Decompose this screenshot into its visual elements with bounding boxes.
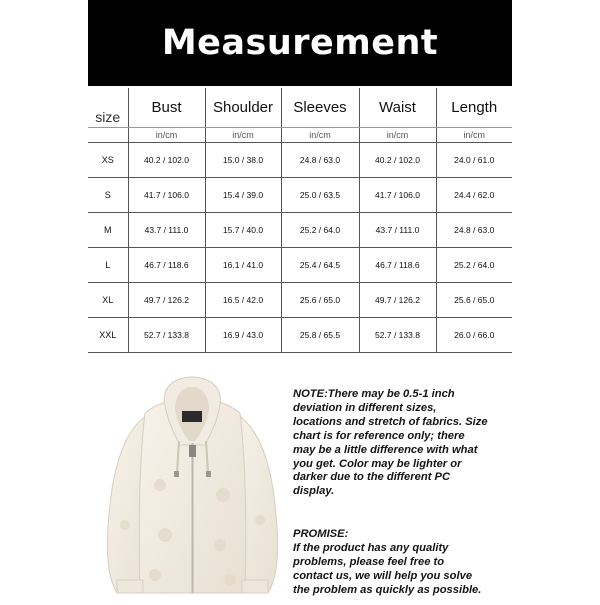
shoulder-cell: 15.0 / 38.0 [205, 143, 281, 178]
waist-cell: 49.7 / 126.2 [359, 283, 436, 318]
size-note [293, 388, 505, 499]
unit-label: in/cm [436, 128, 512, 143]
bust-cell: 40.2 / 102.0 [128, 143, 205, 178]
table-row [88, 248, 512, 283]
size-cell: XS [88, 143, 128, 178]
unit-label: in/cm [205, 128, 281, 143]
shoulder-cell: 15.7 / 40.0 [205, 213, 281, 248]
table-row [88, 318, 512, 353]
shoulder-cell: 16.1 / 41.0 [205, 248, 281, 283]
note-line: locations and stretch of fabrics. Size [293, 415, 488, 428]
table-row [88, 283, 512, 318]
sleeves-cell: 25.8 / 65.5 [281, 318, 359, 353]
unit-label: in/cm [359, 128, 436, 143]
size-cell: XL [88, 283, 128, 318]
units-row [88, 128, 512, 143]
page-title: Measurement [161, 23, 439, 63]
size-chart-table [88, 88, 512, 353]
length-cell: 26.0 / 66.0 [436, 318, 512, 353]
waist-cell: 46.7 / 118.6 [359, 248, 436, 283]
note-line: may be a little difference with what [293, 443, 478, 456]
bust-cell: 46.7 / 118.6 [128, 248, 205, 283]
note-line: you get. Color may be lighter or [293, 457, 462, 470]
waist-cell: 52.7 / 133.8 [359, 318, 436, 353]
length-cell: 25.2 / 64.0 [436, 248, 512, 283]
waist-cell: 41.7 / 106.0 [359, 178, 436, 213]
corner-label: size [88, 88, 128, 128]
note-line: display. [293, 485, 335, 498]
table-row [88, 143, 512, 178]
bust-cell: 43.7 / 111.0 [128, 213, 205, 248]
sleeves-cell: 25.0 / 63.5 [281, 178, 359, 213]
note-line: darker due to the different PC [293, 471, 451, 484]
note-line: chart is for reference only; there [293, 429, 465, 442]
bust-cell: 41.7 / 106.0 [128, 178, 205, 213]
waist-cell: 40.2 / 102.0 [359, 143, 436, 178]
promise-note [293, 528, 505, 598]
waist-cell: 43.7 / 111.0 [359, 213, 436, 248]
note-line: NOTE:There may be 0.5-1 inch [293, 388, 455, 400]
table-row [88, 213, 512, 248]
promise-line: the problem as quickly as possible. [293, 583, 482, 596]
promise-line: If the product has any quality [293, 541, 449, 554]
length-cell: 24.4 / 62.0 [436, 178, 512, 213]
shoulder-cell: 16.9 / 43.0 [205, 318, 281, 353]
length-cell: 24.8 / 63.0 [436, 213, 512, 248]
table-header-row [88, 88, 512, 128]
length-cell: 25.6 / 65.0 [436, 283, 512, 318]
product-photo [95, 375, 290, 600]
bust-cell: 52.7 / 133.8 [128, 318, 205, 353]
size-cell: XXL [88, 318, 128, 353]
promise-line: contact us, we will help you solve [293, 569, 473, 582]
promise-line: problems, please feel free to [293, 555, 445, 568]
units-blank-cell [88, 128, 128, 143]
bust-cell: 49.7 / 126.2 [128, 283, 205, 318]
size-cell: L [88, 248, 128, 283]
column-header-bust: Bust [128, 88, 205, 128]
sleeves-cell: 25.2 / 64.0 [281, 213, 359, 248]
table-row [88, 178, 512, 213]
shoulder-cell: 15.4 / 39.0 [205, 178, 281, 213]
unit-label: in/cm [281, 128, 359, 143]
length-cell: 24.0 / 61.0 [436, 143, 512, 178]
sleeves-cell: 25.4 / 64.5 [281, 248, 359, 283]
size-cell: S [88, 178, 128, 213]
sleeves-cell: 25.6 / 65.0 [281, 283, 359, 318]
promise-line: PROMISE: [293, 528, 349, 540]
column-header-sleeves: Sleeves [281, 88, 359, 128]
unit-label: in/cm [128, 128, 205, 143]
size-cell: M [88, 213, 128, 248]
fleece-jacket-icon [95, 375, 290, 600]
column-header-shoulder: Shoulder [205, 88, 281, 128]
column-header-waist: Waist [359, 88, 436, 128]
column-header-length: Length [436, 88, 512, 128]
note-line: deviation in different sizes, [293, 401, 437, 414]
shoulder-cell: 16.5 / 42.0 [205, 283, 281, 318]
title-banner [88, 0, 512, 86]
sleeves-cell: 24.8 / 63.0 [281, 143, 359, 178]
